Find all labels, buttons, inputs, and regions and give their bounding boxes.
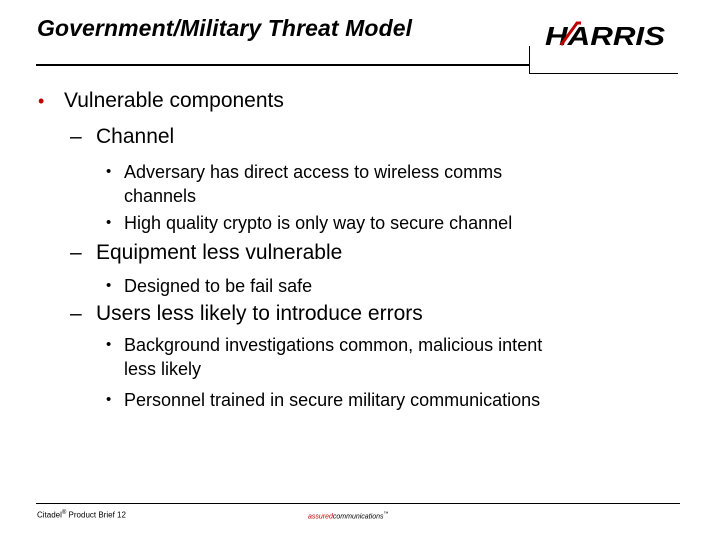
logo-text: HARRIS (545, 21, 666, 51)
footer-brand: Citadel (37, 510, 62, 520)
point-dot: • (106, 391, 112, 408)
point-text: Background investigations common, malicious intent (124, 335, 543, 355)
dash: – (70, 241, 82, 264)
point-text: High quality crypto is only way to secure channel (124, 213, 513, 233)
title-divider (529, 46, 530, 74)
logo-underline (529, 73, 678, 74)
point-text: Designed to be fail safe (124, 276, 313, 296)
tagline-accent: assured (308, 513, 333, 521)
bullet-text: Vulnerable components (64, 89, 284, 112)
point-text: Adversary has direct access to wireless comms (124, 162, 503, 182)
trademark-mark: ™ (383, 511, 389, 517)
point-channel-1 (106, 160, 664, 208)
footer-brief-label: Product Brief 12 (66, 510, 126, 520)
point-channel-2 (106, 211, 664, 235)
harris-logo (543, 18, 668, 52)
point-users-2 (106, 388, 664, 412)
sub-bullet-channel (70, 125, 174, 149)
slide-title: Government/Military Threat Model (37, 15, 413, 41)
sub-bullet-users (70, 302, 423, 326)
point-dot: • (106, 163, 112, 180)
dash: – (70, 125, 82, 148)
sub-bullet-text: Users less likely to introduce errors (96, 302, 423, 325)
bullet-vulnerable-components (38, 89, 284, 113)
dash: – (70, 302, 82, 325)
tagline-rest: communications (332, 513, 384, 521)
point-text: Personnel trained in secure military communications (124, 390, 541, 410)
sub-bullet-equipment (70, 241, 342, 265)
point-dot: • (106, 214, 112, 231)
point-text-cont: less likely (124, 359, 202, 379)
footer-tagline (308, 511, 388, 520)
point-users-1 (106, 333, 664, 381)
footer-product-brief (37, 510, 126, 520)
registered-mark: ® (61, 510, 67, 516)
sub-bullet-text: Equipment less vulnerable (96, 241, 343, 264)
point-text-cont: channels (124, 186, 197, 206)
sub-bullet-text: Channel (96, 125, 175, 148)
point-dot: • (106, 336, 112, 353)
footer-divider (36, 503, 680, 504)
title-underline (36, 64, 530, 66)
point-dot: • (106, 277, 112, 294)
bullet-dot: • (38, 91, 45, 111)
point-equipment-1 (106, 274, 664, 298)
